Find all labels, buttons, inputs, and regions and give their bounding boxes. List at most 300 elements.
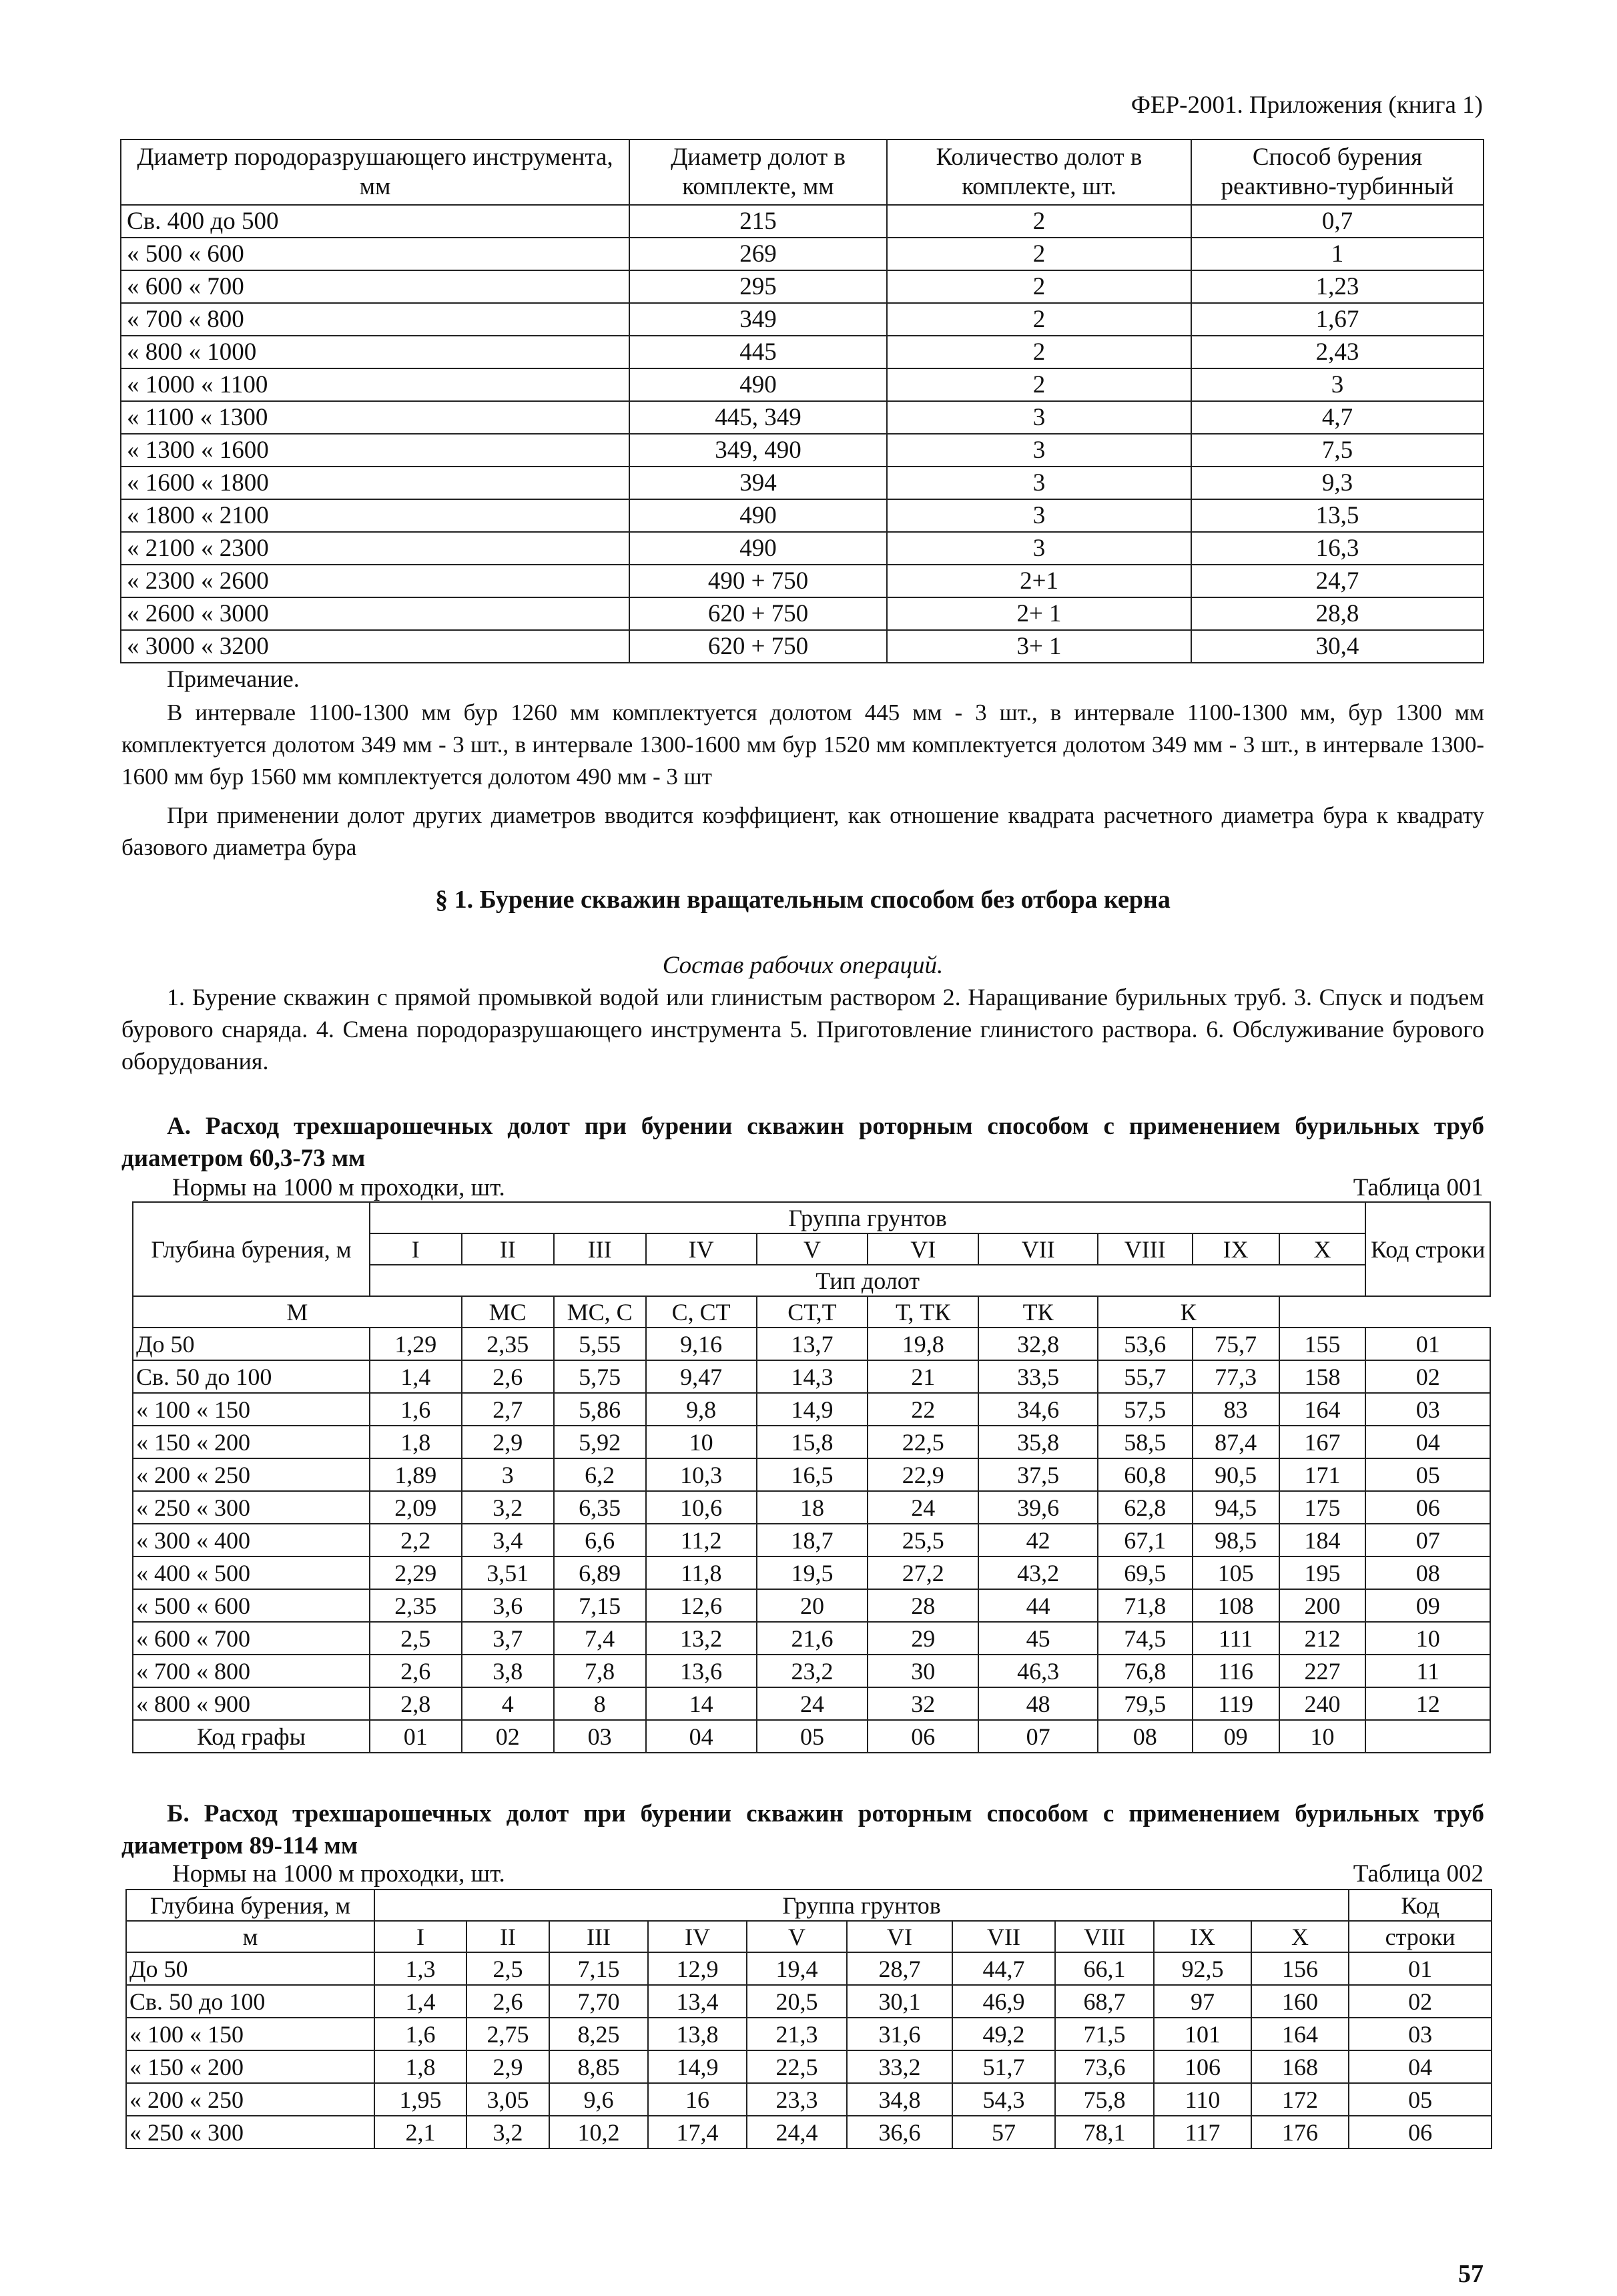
table-cell: 28,7 xyxy=(847,1952,952,1985)
table-cell: 71,5 xyxy=(1055,2018,1154,2050)
table-cell: 02 xyxy=(462,1720,554,1753)
bit-type-header: К xyxy=(1098,1296,1279,1328)
table-cell: 269 xyxy=(629,238,887,270)
table-cell: 24 xyxy=(757,1687,868,1720)
table-cell: « 150 « 200 xyxy=(126,2050,374,2083)
table-cell: 29 xyxy=(868,1622,978,1655)
table-cell: « 700 « 800 xyxy=(121,303,629,336)
table-cell: 2 xyxy=(887,303,1191,336)
table-cell: 25,5 xyxy=(868,1524,978,1556)
table-row xyxy=(133,1589,1490,1622)
table-cell: 4 xyxy=(462,1687,554,1720)
table-cell: 167 xyxy=(1279,1426,1366,1458)
table-cell: 75,8 xyxy=(1055,2083,1154,2116)
table-row xyxy=(133,1524,1490,1556)
table-cell: 4,7 xyxy=(1191,401,1484,434)
table-cell: 11 xyxy=(1365,1655,1490,1687)
table-cell: 23,2 xyxy=(757,1655,868,1687)
table-cell: 1 xyxy=(1191,238,1484,270)
table-cell: 2,9 xyxy=(466,2050,549,2083)
table-cell: 78,1 xyxy=(1055,2116,1154,2148)
table-cell: 30,4 xyxy=(1191,630,1484,663)
table-cell: 164 xyxy=(1279,1393,1366,1426)
table-cell: 620 + 750 xyxy=(629,630,887,663)
soil-group-header: I xyxy=(370,1233,462,1265)
table-cell: Св. 400 до 500 xyxy=(121,205,629,238)
soil-group-header: IV xyxy=(646,1233,757,1265)
soil-group-header: VI xyxy=(868,1233,978,1265)
table-cell: 490 xyxy=(629,368,887,401)
table-cell: 71,8 xyxy=(1098,1589,1193,1622)
table-cell: 2 xyxy=(887,368,1191,401)
table-cell: 17,4 xyxy=(648,2116,747,2148)
table-cell: 101 xyxy=(1154,2018,1251,2050)
table-cell: 32 xyxy=(868,1687,978,1720)
table-cell: 6,89 xyxy=(554,1556,646,1589)
table-cell: 2,2 xyxy=(370,1524,462,1556)
table-cell: 1,29 xyxy=(370,1328,462,1360)
soil-group-header: IX xyxy=(1193,1233,1279,1265)
table-row xyxy=(121,467,1484,499)
table-cell: Код графы xyxy=(133,1720,370,1753)
table-cell: 13,5 xyxy=(1191,499,1484,532)
table-cell: 16,5 xyxy=(757,1458,868,1491)
table-cell: 1,3 xyxy=(374,1952,466,1985)
table-cell: 44,7 xyxy=(952,1952,1055,1985)
table-cell: 3,51 xyxy=(462,1556,554,1589)
table-row xyxy=(133,1622,1490,1655)
table-cell: 1,6 xyxy=(374,2018,466,2050)
table-cell: « 100 « 150 xyxy=(126,2018,374,2050)
table-cell: 3,4 xyxy=(462,1524,554,1556)
table-cell: 7,70 xyxy=(549,1985,648,2018)
table-cell: 24,7 xyxy=(1191,565,1484,597)
table-cell: 02 xyxy=(1349,1985,1492,2018)
table-cell: 160 xyxy=(1251,1985,1349,2018)
table-cell: 97 xyxy=(1154,1985,1251,2018)
table-cell: 12,9 xyxy=(648,1952,747,1985)
table-cell: 1,95 xyxy=(374,2083,466,2116)
table-cell: 8,85 xyxy=(549,2050,648,2083)
operations-text xyxy=(121,981,1484,1077)
table-cell: 11,8 xyxy=(646,1556,757,1589)
table-cell: 39,6 xyxy=(978,1491,1097,1524)
soil-group-header: III xyxy=(554,1233,646,1265)
soil-group-header: VII xyxy=(978,1233,1097,1265)
table-cell: 10 xyxy=(1279,1720,1366,1753)
table-row xyxy=(133,1426,1490,1458)
soil-group-header: VII xyxy=(952,1921,1055,1952)
table-cell: 176 xyxy=(1251,2116,1349,2148)
table-cell: 10 xyxy=(646,1426,757,1458)
bit-type-header: ТК xyxy=(978,1296,1097,1328)
table-cell: 04 xyxy=(646,1720,757,1753)
table-cell: 01 xyxy=(1365,1328,1490,1360)
running-header: ФЕР-2001. Приложения (книга 1) xyxy=(1130,91,1483,119)
table-cell: 2,09 xyxy=(370,1491,462,1524)
column-header-depth: Глубина бурения, м xyxy=(133,1202,370,1296)
table-cell: 28 xyxy=(868,1589,978,1622)
table-cell: 27,2 xyxy=(868,1556,978,1589)
table-cell: « 600 « 700 xyxy=(121,270,629,303)
table-cell: 8 xyxy=(554,1687,646,1720)
table-cell: Св. 50 до 100 xyxy=(133,1360,370,1393)
table-cell: 3 xyxy=(462,1458,554,1491)
table-cell: 445 xyxy=(629,336,887,368)
table-cell: 60,8 xyxy=(1098,1458,1193,1491)
table-cell: 2,35 xyxy=(462,1328,554,1360)
soil-group-header: VI xyxy=(847,1921,952,1952)
table-cell: 8,25 xyxy=(549,2018,648,2050)
table-row xyxy=(121,597,1484,630)
table-cell: « 800 « 900 xyxy=(133,1687,370,1720)
table-cell: 3+ 1 xyxy=(887,630,1191,663)
table-cell: 7,4 xyxy=(554,1622,646,1655)
table-row xyxy=(121,303,1484,336)
table-cell: До 50 xyxy=(126,1952,374,1985)
table-header-row xyxy=(121,139,1484,205)
table-cell: 03 xyxy=(554,1720,646,1753)
table-row xyxy=(126,2018,1492,2050)
table-cell: 20,5 xyxy=(747,1985,847,2018)
table-row xyxy=(126,1985,1492,2018)
operations-title: Состав рабочих операций. xyxy=(662,952,944,979)
table-cell: 1,6 xyxy=(370,1393,462,1426)
table-cell: 13,6 xyxy=(646,1655,757,1687)
table-cell: 57,5 xyxy=(1098,1393,1193,1426)
section-title: § 1. Бурение скважин вращательным способом без отбора керна xyxy=(435,886,1171,914)
table-cell: 16 xyxy=(648,2083,747,2116)
table-row xyxy=(126,2050,1492,2083)
bit-type-header: С, СТ xyxy=(646,1296,757,1328)
table-cell: 22,5 xyxy=(868,1426,978,1458)
table-cell: « 700 « 800 xyxy=(133,1655,370,1687)
table-cell: « 200 « 250 xyxy=(133,1458,370,1491)
table-cell: 195 xyxy=(1279,1556,1366,1589)
table-cell: 98,5 xyxy=(1193,1524,1279,1556)
table-cell: 3,05 xyxy=(466,2083,549,2116)
table-cell: 05 xyxy=(757,1720,868,1753)
table-cell: 227 xyxy=(1279,1655,1366,1687)
table-cell: 9,47 xyxy=(646,1360,757,1393)
table-cell: 21,3 xyxy=(747,2018,847,2050)
table-cell: 14,3 xyxy=(757,1360,868,1393)
table-cell: 108 xyxy=(1193,1589,1279,1622)
table-cell: 1,89 xyxy=(370,1458,462,1491)
soil-group-header: IV xyxy=(648,1921,747,1952)
table-cell: « 3000 « 3200 xyxy=(121,630,629,663)
table-row xyxy=(121,336,1484,368)
column-header: Диаметр породоразрушающего инструмента, мм xyxy=(121,139,629,205)
table-cell: 445, 349 xyxy=(629,401,887,434)
table-cell: 33,5 xyxy=(978,1360,1097,1393)
table-cell: 06 xyxy=(1365,1491,1490,1524)
table-cell: 349 xyxy=(629,303,887,336)
table-cell: 164 xyxy=(1251,2018,1349,2050)
table-cell: 156 xyxy=(1251,1952,1349,1985)
table-cell: 69,5 xyxy=(1098,1556,1193,1589)
table-cell: 2,9 xyxy=(462,1426,554,1458)
table-cell: 15,8 xyxy=(757,1426,868,1458)
table-cell: 155 xyxy=(1279,1328,1366,1360)
table-cell: 2,1 xyxy=(374,2116,466,2148)
bit-type-header: Т, ТК xyxy=(868,1296,978,1328)
bit-type-header: МС xyxy=(462,1296,554,1328)
table-cell xyxy=(1365,1720,1490,1753)
soil-group-header: I xyxy=(374,1921,466,1952)
table-cell: 2,6 xyxy=(462,1360,554,1393)
table-cell: « 400 « 500 xyxy=(133,1556,370,1589)
table-cell: 03 xyxy=(1349,2018,1492,2050)
table-body xyxy=(126,1952,1492,2148)
table-cell: 5,75 xyxy=(554,1360,646,1393)
table-cell: 110 xyxy=(1154,2083,1251,2116)
table-cell: « 300 « 400 xyxy=(133,1524,370,1556)
soil-group-header: IX xyxy=(1154,1921,1251,1952)
table-cell: 13,4 xyxy=(648,1985,747,2018)
table-cell: 3,2 xyxy=(462,1491,554,1524)
table-cell: 24 xyxy=(868,1491,978,1524)
table-cell: 04 xyxy=(1365,1426,1490,1458)
table-cell: 19,5 xyxy=(757,1556,868,1589)
table-cell: 1,23 xyxy=(1191,270,1484,303)
page-number: 57 xyxy=(1458,2260,1484,2288)
table-header-types xyxy=(133,1296,1490,1328)
table-cell: 13,8 xyxy=(648,2018,747,2050)
table-cell: 28,8 xyxy=(1191,597,1484,630)
table-cell: « 2300 « 2600 xyxy=(121,565,629,597)
table-cell: 3,7 xyxy=(462,1622,554,1655)
table-cell: « 600 « 700 xyxy=(133,1622,370,1655)
table-cell: 04 xyxy=(1349,2050,1492,2083)
table-cell: « 1800 « 2100 xyxy=(121,499,629,532)
table-cell: 3 xyxy=(887,401,1191,434)
table-cell: 6,2 xyxy=(554,1458,646,1491)
table-row xyxy=(133,1360,1490,1393)
table-cell: 5,86 xyxy=(554,1393,646,1426)
table-row xyxy=(126,1952,1492,1985)
table-cell: 90,5 xyxy=(1193,1458,1279,1491)
table-cell: 158 xyxy=(1279,1360,1366,1393)
table-cell: 171 xyxy=(1279,1458,1366,1491)
table-cell: 43,2 xyxy=(978,1556,1097,1589)
table-cell: 77,3 xyxy=(1193,1360,1279,1393)
table-cell: 46,9 xyxy=(952,1985,1055,2018)
column-header-group: Группа грунтов xyxy=(370,1202,1366,1233)
table-cell: 67,1 xyxy=(1098,1524,1193,1556)
table-cell: 14 xyxy=(646,1687,757,1720)
table-cell: 74,5 xyxy=(1098,1622,1193,1655)
table-cell: 19,8 xyxy=(868,1328,978,1360)
soil-group-header: VIII xyxy=(1055,1921,1154,1952)
table-cell: 76,8 xyxy=(1098,1655,1193,1687)
table-cell: 117 xyxy=(1154,2116,1251,2148)
table-header-row xyxy=(133,1202,1490,1233)
column-header-depth: Глубина бурения, м xyxy=(126,1890,374,1921)
table-cell: 3,6 xyxy=(462,1589,554,1622)
note-paragraph: При применении долот других диаметров вводится коэффициент, как отношение квадрата расчетного диаметра бура к квадрату базового диаметра бура xyxy=(121,802,1484,860)
operations-paragraph: 1. Бурение скважин с прямой промывкой водой или глинистым раствором 2. Наращивание бурильных труб. 3. Спуск и подъем бурового снаряда. 4. Смена породоразрушающего инструмента 5. Приготовление глинистого раствора. 6. Обслуживание бурового оборудования. xyxy=(121,984,1484,1075)
table-cell: До 50 xyxy=(133,1328,370,1360)
table-cell: 212 xyxy=(1279,1622,1366,1655)
table-cell: 06 xyxy=(1349,2116,1492,2148)
table-cell: 08 xyxy=(1365,1556,1490,1589)
table-cell: 48 xyxy=(978,1687,1097,1720)
norms-label: Нормы на 1000 м проходки, шт. xyxy=(172,1860,505,1888)
table-cell: 87,4 xyxy=(1193,1426,1279,1458)
table-cell: 34,8 xyxy=(847,2083,952,2116)
table-cell: 349, 490 xyxy=(629,434,887,467)
column-header-code: строки xyxy=(1349,1921,1492,1952)
table-cell: 21 xyxy=(868,1360,978,1393)
table-cell: « 1300 « 1600 xyxy=(121,434,629,467)
table-cell: 2,6 xyxy=(466,1985,549,2018)
table-cell: 10,6 xyxy=(646,1491,757,1524)
note-paragraph: В интервале 1100-1300 мм бур 1260 мм комплектуется долотом 445 мм - 3 шт., в интервале 1100-1300 мм, бур 1300 мм комплектуется долотом 349 мм - 3 шт., в интервале 1300-1600 мм бур 1520 мм комплектуется долотом 349 мм - 3 шт., в интервале 1300-1600 мм бур 1560 мм комплектуется долотом 490 мм - 3 шт xyxy=(121,699,1484,790)
table-row xyxy=(133,1328,1490,1360)
soil-group-header: X xyxy=(1251,1921,1349,1952)
table-cell: 53,6 xyxy=(1098,1328,1193,1360)
table-cell: 09 xyxy=(1193,1720,1279,1753)
table-cell: 21,6 xyxy=(757,1622,868,1655)
table-cell: 9,16 xyxy=(646,1328,757,1360)
table-cell: 3 xyxy=(887,532,1191,565)
table-cell: 200 xyxy=(1279,1589,1366,1622)
table-cell: 75,7 xyxy=(1193,1328,1279,1360)
bit-diameter-table xyxy=(120,139,1484,663)
table-heading-text: А. Расход трехшарошечных долот при бурении скважин роторным способом с применением бурильных труб диаметром 60,3-73 мм xyxy=(121,1113,1484,1172)
table-cell: 2,5 xyxy=(466,1952,549,1985)
bit-type-header: М xyxy=(133,1296,462,1328)
table-row xyxy=(133,1458,1490,1491)
table-cell: 31,6 xyxy=(847,2018,952,2050)
table-cell: 490 + 750 xyxy=(629,565,887,597)
table-number: Таблица 001 xyxy=(1353,1174,1484,1201)
table-cell: « 100 « 150 xyxy=(133,1393,370,1426)
table-cell: 6,35 xyxy=(554,1491,646,1524)
table-cell: 79,5 xyxy=(1098,1687,1193,1720)
table-cell: Св. 50 до 100 xyxy=(126,1985,374,2018)
bit-type-header: МС, С xyxy=(554,1296,646,1328)
table-cell: 1,4 xyxy=(370,1360,462,1393)
table-cell: 05 xyxy=(1365,1458,1490,1491)
table-cell: 1,67 xyxy=(1191,303,1484,336)
table-cell: 11,2 xyxy=(646,1524,757,1556)
table-cell: « 2600 « 3000 xyxy=(121,597,629,630)
table-row xyxy=(133,1687,1490,1720)
table-number: Таблица 002 xyxy=(1353,1860,1484,1888)
table-cell: 2,29 xyxy=(370,1556,462,1589)
table-cell: 23,3 xyxy=(747,2083,847,2116)
table-cell: 2,5 xyxy=(370,1622,462,1655)
table-cell: 19,4 xyxy=(747,1952,847,1985)
table-cell: 22,5 xyxy=(747,2050,847,2083)
table-cell: 57 xyxy=(952,2116,1055,2148)
soil-group-header: VIII xyxy=(1098,1233,1193,1265)
column-header-code: Код строки xyxy=(1365,1202,1490,1296)
table-cell: « 250 « 300 xyxy=(126,2116,374,2148)
table-cell: 01 xyxy=(370,1720,462,1753)
table-cell: 13,2 xyxy=(646,1622,757,1655)
table-cell: 32,8 xyxy=(978,1328,1097,1360)
table-cell: 62,8 xyxy=(1098,1491,1193,1524)
soil-group-header: V xyxy=(757,1233,868,1265)
soil-group-header: V xyxy=(747,1921,847,1952)
table-row xyxy=(121,532,1484,565)
table-cell: 30 xyxy=(868,1655,978,1687)
note-title: Примечание. xyxy=(167,665,300,692)
table-row xyxy=(133,1655,1490,1687)
table-cell: 12,6 xyxy=(646,1589,757,1622)
table-cell: 175 xyxy=(1279,1491,1366,1524)
table-cell: 7,15 xyxy=(549,1952,648,1985)
table-cell: 30,1 xyxy=(847,1985,952,2018)
table-cell: « 500 « 600 xyxy=(133,1589,370,1622)
table-cell: 1,8 xyxy=(370,1426,462,1458)
table-cell: 12 xyxy=(1365,1687,1490,1720)
table-cell: 14,9 xyxy=(648,2050,747,2083)
table-cell: 34,6 xyxy=(978,1393,1097,1426)
table-row xyxy=(126,2116,1492,2148)
table-cell: 106 xyxy=(1154,2050,1251,2083)
table-cell: 2+1 xyxy=(887,565,1191,597)
table-row xyxy=(121,401,1484,434)
table-cell: 05 xyxy=(1349,2083,1492,2116)
table-cell: « 1600 « 1800 xyxy=(121,467,629,499)
table-row xyxy=(133,1393,1490,1426)
table-cell: 295 xyxy=(629,270,887,303)
table-cell: 46,3 xyxy=(978,1655,1097,1687)
table-cell: « 150 « 200 xyxy=(133,1426,370,1458)
table-cell: « 1000 « 1100 xyxy=(121,368,629,401)
table-002 xyxy=(125,1889,1492,2149)
table-cell: 07 xyxy=(1365,1524,1490,1556)
column-header-code: Код xyxy=(1349,1890,1492,1921)
table-header-groups xyxy=(126,1921,1492,1952)
table-cell: 2 xyxy=(887,270,1191,303)
table-cell: 68,7 xyxy=(1055,1985,1154,2018)
table-cell: 2,7 xyxy=(462,1393,554,1426)
table-cell: 394 xyxy=(629,467,887,499)
table-cell: 7,5 xyxy=(1191,434,1484,467)
table-cell: 22 xyxy=(868,1393,978,1426)
table-cell: 215 xyxy=(629,205,887,238)
table-cell: « 800 « 1000 xyxy=(121,336,629,368)
table-cell: 22,9 xyxy=(868,1458,978,1491)
table-cell: 105 xyxy=(1193,1556,1279,1589)
table-cell: 184 xyxy=(1279,1524,1366,1556)
table-header-row xyxy=(126,1890,1492,1921)
table-heading-text: Б. Расход трехшарошечных долот при бурении скважин роторным способом с применением бурильных труб диаметром 89-114 мм xyxy=(121,1800,1484,1859)
table-cell: 119 xyxy=(1193,1687,1279,1720)
table-cell: 2,6 xyxy=(370,1655,462,1687)
table-cell: 3 xyxy=(887,434,1191,467)
table-cell: 116 xyxy=(1193,1655,1279,1687)
table-cell: 92,5 xyxy=(1154,1952,1251,1985)
table-cell: 02 xyxy=(1365,1360,1490,1393)
table-001 xyxy=(132,1201,1491,1753)
table-cell: 44 xyxy=(978,1589,1097,1622)
table-cell: 2,75 xyxy=(466,2018,549,2050)
table-cell: 09 xyxy=(1365,1589,1490,1622)
table-cell: 1,4 xyxy=(374,1985,466,2018)
column-code-row xyxy=(133,1720,1490,1753)
table-cell: 42 xyxy=(978,1524,1097,1556)
table-cell: 6,6 xyxy=(554,1524,646,1556)
table-cell: 73,6 xyxy=(1055,2050,1154,2083)
table-cell: 172 xyxy=(1251,2083,1349,2116)
table-cell: 35,8 xyxy=(978,1426,1097,1458)
